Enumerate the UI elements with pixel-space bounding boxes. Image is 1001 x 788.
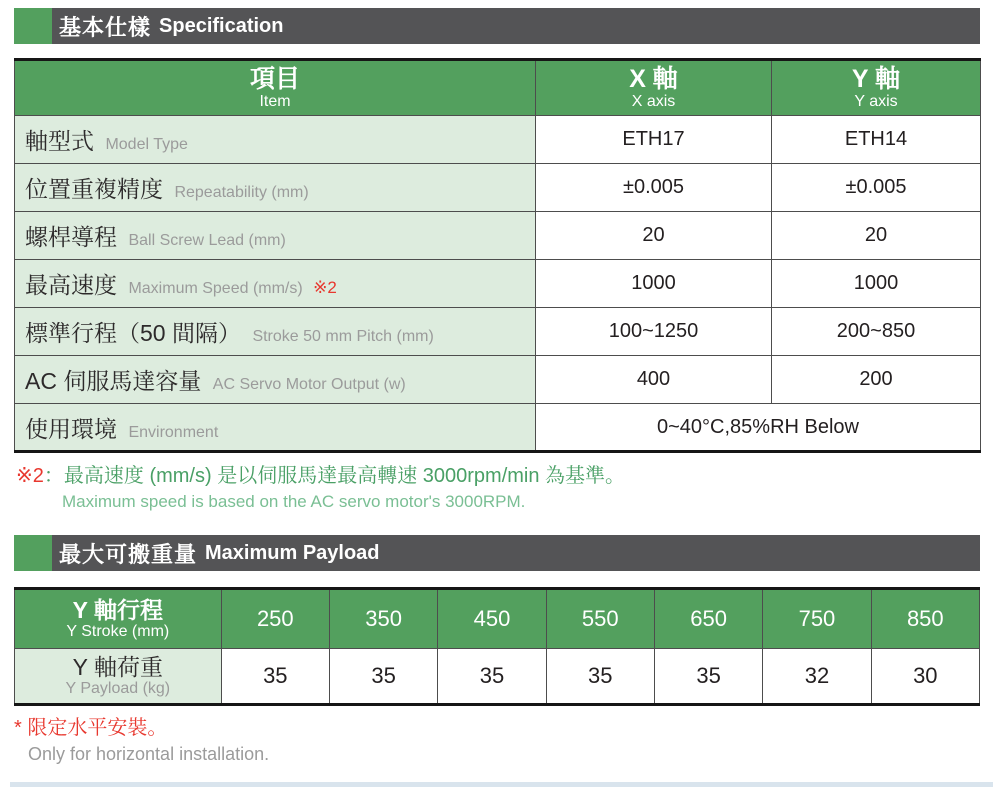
payload-table [14, 587, 980, 706]
spec-value-x: ±0.005 [536, 164, 772, 212]
table-row [15, 356, 981, 404]
header-y-zh: Y 軸 [851, 65, 901, 93]
payload-value: 35 [546, 649, 654, 705]
spec-value-y: 20 [772, 212, 981, 260]
table-row [15, 260, 981, 308]
spec-value-x: 100~1250 [536, 308, 772, 356]
stroke-value: 650 [654, 589, 762, 649]
section-header-maximum-payload [14, 535, 980, 571]
table-row [15, 164, 981, 212]
table-row [15, 116, 981, 164]
spec-value-y: 200~850 [772, 308, 981, 356]
section-title-zh: 最大可搬重量 [59, 541, 198, 567]
spec-label-ball-screw-lead: 螺桿導程 Ball Screw Lead (mm) [15, 212, 536, 260]
specification-table [14, 58, 981, 453]
header-y-en: Y axis [854, 93, 898, 110]
spec-label-model-type: 軸型式 Model Type [15, 116, 536, 164]
spec-header-x-axis [536, 60, 772, 116]
stroke-value: 350 [329, 589, 437, 649]
header-x-en: X axis [631, 93, 676, 110]
table-row [15, 404, 981, 452]
footnote-asterisk: * [14, 717, 22, 739]
note2 [16, 463, 980, 491]
section-header-specification [14, 8, 980, 44]
header-x-zh: X 軸 [629, 65, 678, 93]
payload-data-row [15, 649, 980, 705]
spec-value-y: ETH14 [772, 116, 981, 164]
spec-value-x: ETH17 [536, 116, 772, 164]
header-item-en: Item [259, 93, 291, 110]
green-accent-square [14, 535, 52, 571]
note2-text-zh: ：最高速度 (mm/s) 是以伺服馬達最高轉速 3000rpm/min 為基準。 [43, 465, 626, 487]
spec-value-x: 20 [536, 212, 772, 260]
spec-label-stroke: 標準行程（50 間隔） Stroke 50 mm Pitch (mm) [15, 308, 536, 356]
payload-header-row [15, 589, 980, 649]
spec-label-environment: 使用環境 Environment [15, 404, 536, 452]
stroke-value: 250 [221, 589, 329, 649]
payload-value: 35 [654, 649, 762, 705]
footnote [14, 714, 980, 766]
spec-value-environment: 0~40°C,85%RH Below [536, 404, 981, 452]
payload-value: 35 [221, 649, 329, 705]
spec-value-x: 1000 [536, 260, 772, 308]
section-title-bar [52, 535, 980, 571]
section-title-en: Maximum Payload [205, 541, 380, 564]
payload-value: 30 [871, 649, 979, 705]
spec-value-y: 1000 [772, 260, 981, 308]
payload-label: Y 軸荷重 Y Payload (kg) [15, 649, 222, 705]
stroke-value: 750 [763, 589, 871, 649]
section-title-zh: 基本仕樣 [59, 14, 152, 40]
payload-stroke-label: Y 軸行程 Y Stroke (mm) [15, 589, 222, 649]
note2-marker: ※2 [16, 465, 44, 487]
stroke-value: 450 [438, 589, 546, 649]
section-title-bar [52, 8, 980, 44]
payload-value: 35 [329, 649, 437, 705]
table-row [15, 212, 981, 260]
payload-value: 35 [438, 649, 546, 705]
stroke-value: 550 [546, 589, 654, 649]
spec-header-y-axis [772, 60, 981, 116]
footnote-text-zh: 限定水平安裝。 [27, 717, 168, 739]
spec-header-item [15, 60, 536, 116]
spec-header-row [15, 60, 981, 116]
green-accent-square [14, 8, 52, 44]
note2-text-en: Maximum speed is based on the AC servo motor's 3000RPM. [62, 492, 526, 511]
stroke-value: 850 [871, 589, 979, 649]
spec-label-repeatability: 位置重複精度 Repeatability (mm) [15, 164, 536, 212]
page-bottom-strip [10, 782, 993, 787]
footnote-text-en: Only for horizontal installation. [28, 744, 270, 764]
spec-label-maximum-speed: 最高速度 Maximum Speed (mm/s) ※2 [15, 260, 536, 308]
spec-label-servo-output: AC 伺服馬達容量 AC Servo Motor Output (w) [15, 356, 536, 404]
table-row [15, 308, 981, 356]
note2-reference-mark: ※2 [313, 278, 337, 297]
spec-value-y: ±0.005 [772, 164, 981, 212]
spec-value-x: 400 [536, 356, 772, 404]
header-item-zh: 項目 [249, 65, 300, 93]
section-title-en: Specification [159, 14, 284, 37]
payload-value: 32 [763, 649, 871, 705]
spec-value-y: 200 [772, 356, 981, 404]
